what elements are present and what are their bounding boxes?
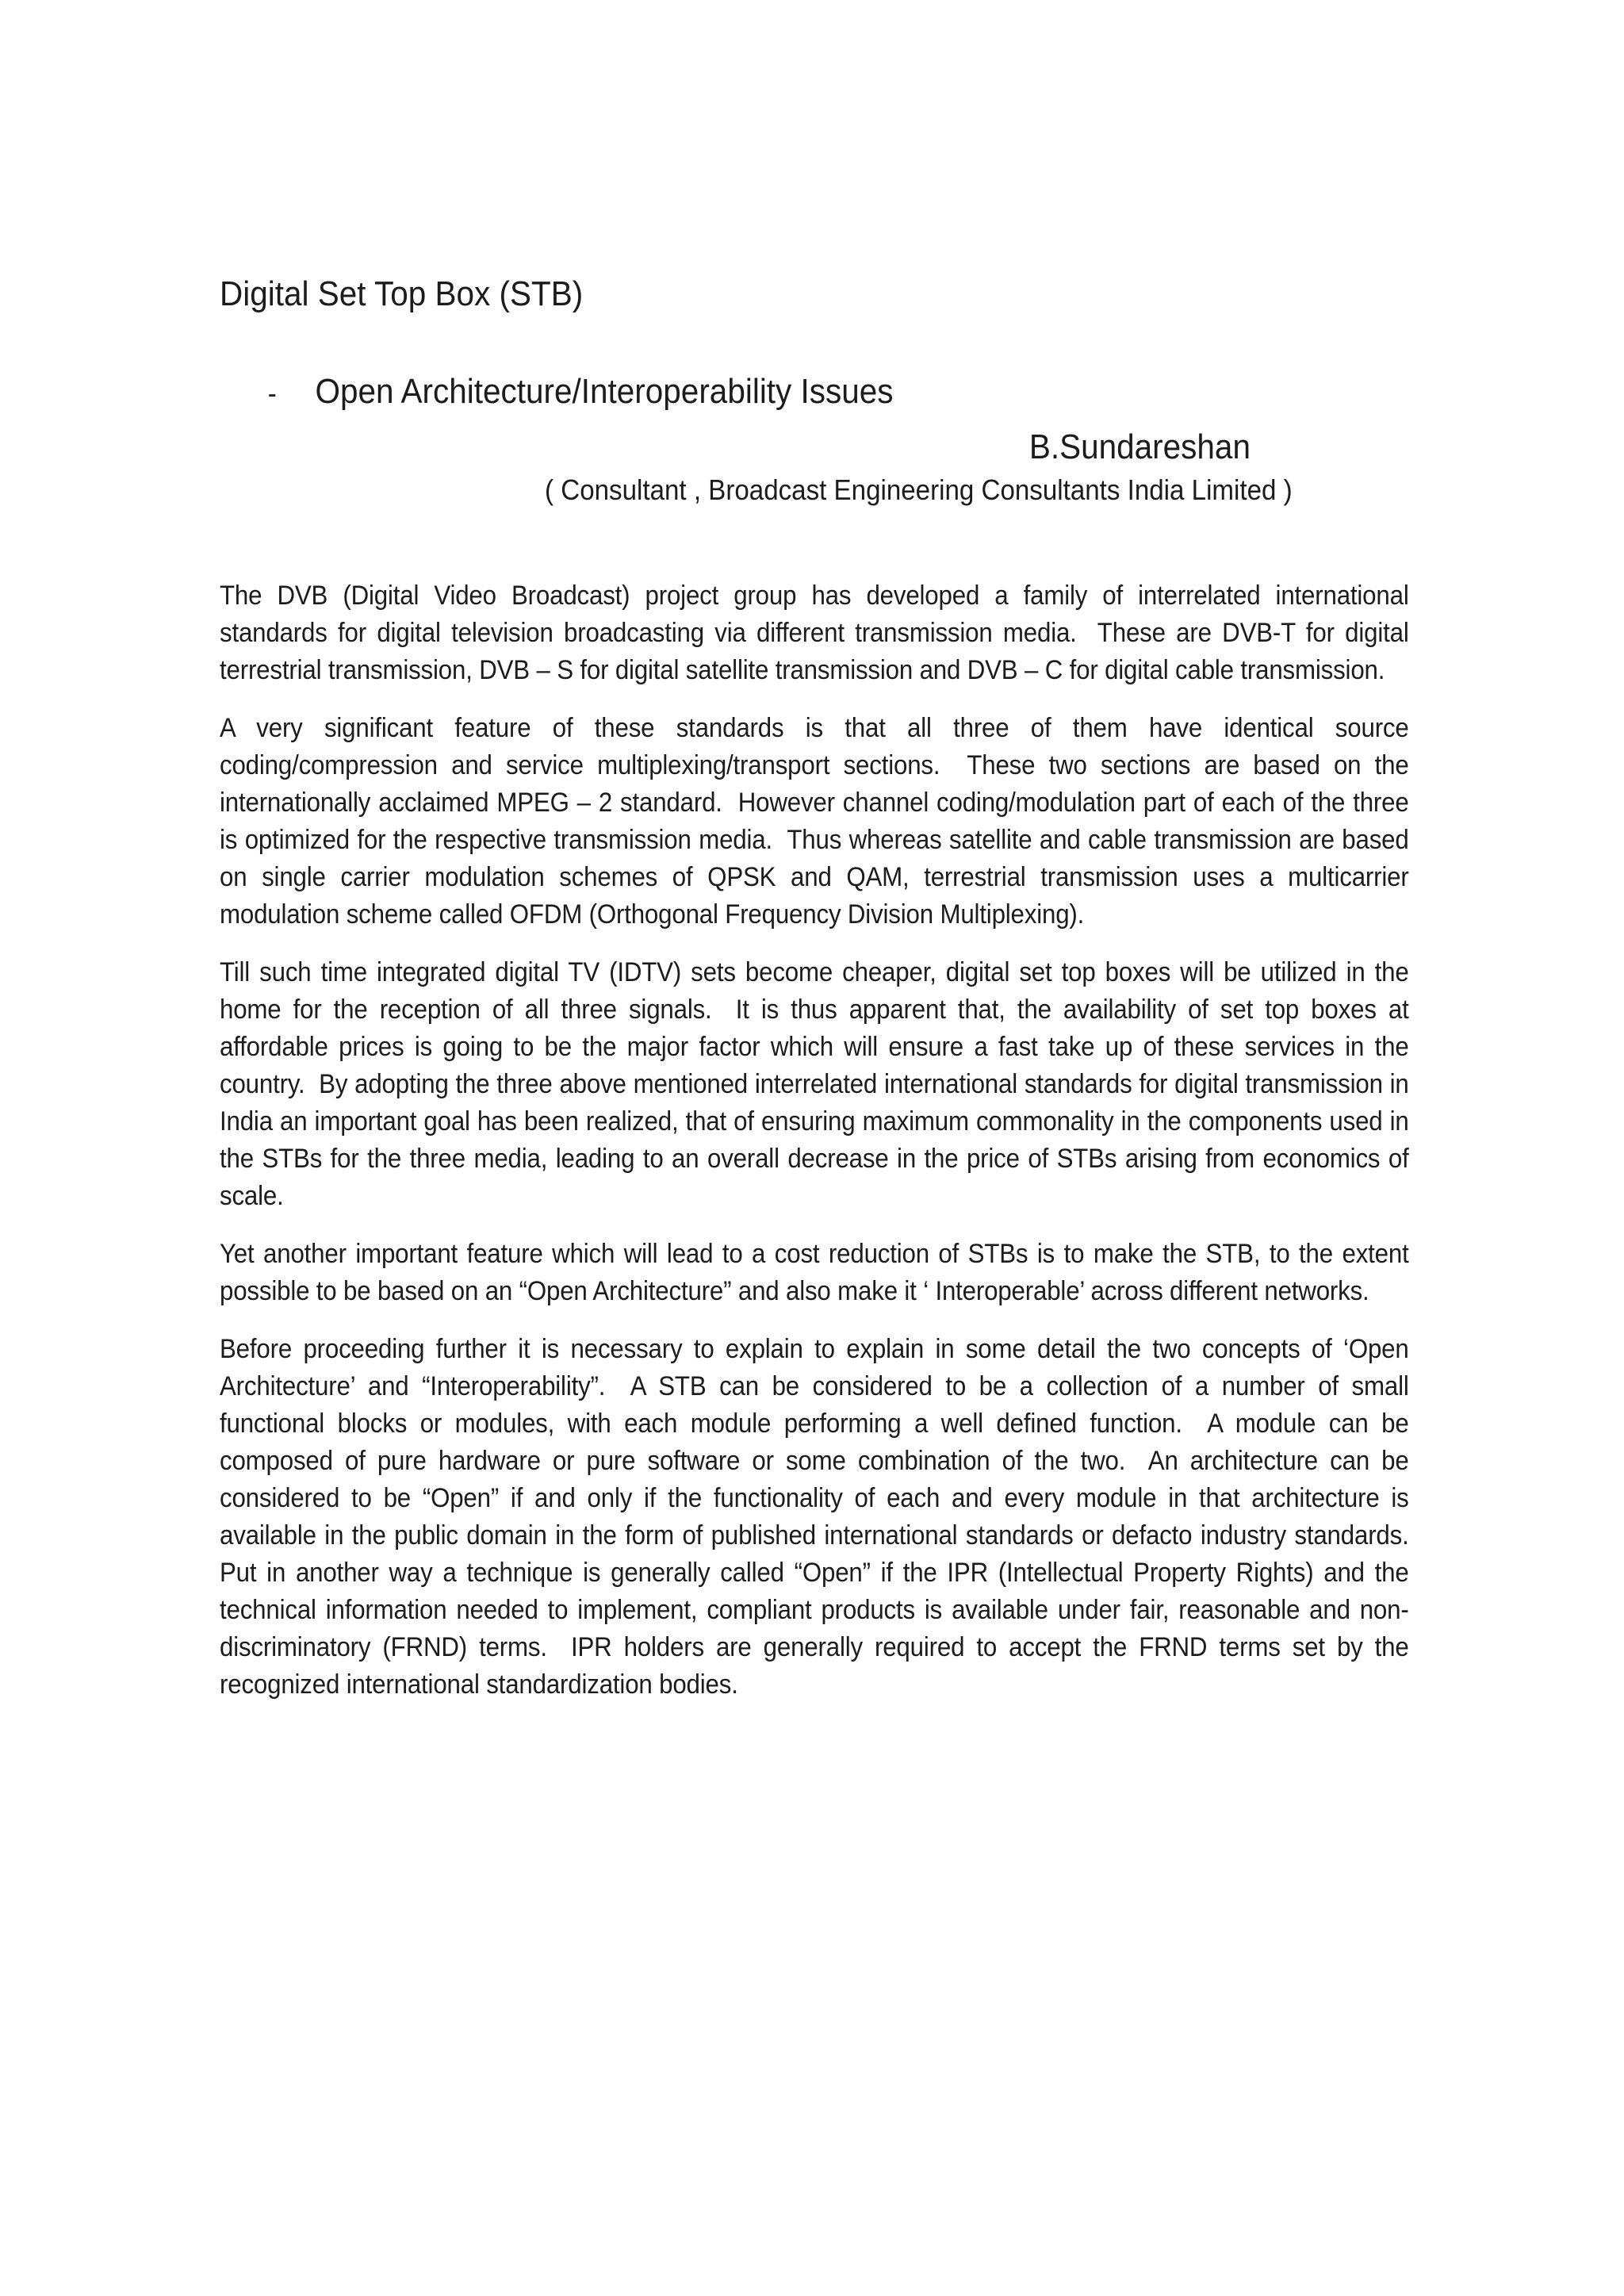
subheading-row: [220, 372, 1409, 413]
page-title: Digital Set Top Box (STB): [220, 274, 584, 313]
paragraph: Yet another important feature which will lead to a cost reduction of STBs is to make the STB, to the extent possible to be based on an “Open Architecture” and also make it ‘ Interoperable’ across different networks.: [220, 1239, 1416, 1306]
document-content: [220, 274, 1423, 1704]
body-copy: [220, 577, 1423, 1704]
paragraph: The DVB (Digital Video Broadcast) project group has developed a family of interrelated international standards for digital television broadcasting via different transmission media. These are DVB-T for digital terrestrial transmission, DVB – S for digital satellite transmission and DVB – C for digital cable transmission.: [220, 581, 1416, 685]
paragraph: Before proceeding further it is necessary to explain to explain in some detail the two concepts of ‘Open Architecture’ and “Interoperability”. A STB can be considered to be a collection of a number of small functional blocks or modules, with each module performing a well defined function. A module can be composed of pure hardware or pure software or some combination of the two. An architecture can be considered to be “Open” if and only if the functionality of each and every module in that architecture is available in the public domain in the form of published international standards or defacto industry standards. Put in another way a technique is generally called “Open” if the IPR (Intellectual Property Rights) and the technical information needed to implement, compliant products is available under fair, reasonable and non-discriminatory (FRND) terms. IPR holders are generally required to accept the FRND terms set by the recognized international standardization bodies.: [220, 1334, 1423, 1700]
author-name: B.Sundareshan: [1028, 427, 1251, 466]
paragraph: Till such time integrated digital TV (IDTV) sets become cheaper, digital set top boxes will be utilized in the home for the reception of all three signals. It is thus apparent that, the availability of set top boxes at affordable prices is going to be the major factor which will ensure a fast take up of these services in the country. By adopting the three above mentioned interrelated international standards for digital transmission in India an important goal has been realized, that of ensuring maximum commonality in the components used in the STBs for the three media, leading to an overall decrease in the price of STBs arising from economics of scale.: [220, 957, 1416, 1211]
author-affiliation: ( Consultant , Broadcast Engineering Consultants India Limited ): [545, 473, 1293, 506]
subheading-dash: -: [267, 377, 277, 409]
paragraph: A very significant feature of these standards is that all three of them have identical source coding/compression and service multiplexing/transport sections. These two sections are based on the internationally acclaimed MPEG – 2 standard. However channel coding/modulation part of each of the three is optimized for the respective transmission media. Thus whereas satellite and cable transmission are based on single carrier modulation schemes of QPSK and QAM, terrestrial transmission uses a multicarrier modulation scheme called OFDM (Orthogonal Frequency Division Multiplexing).: [220, 713, 1416, 930]
subheading: Open Architecture/Interoperability Issues: [315, 372, 894, 411]
